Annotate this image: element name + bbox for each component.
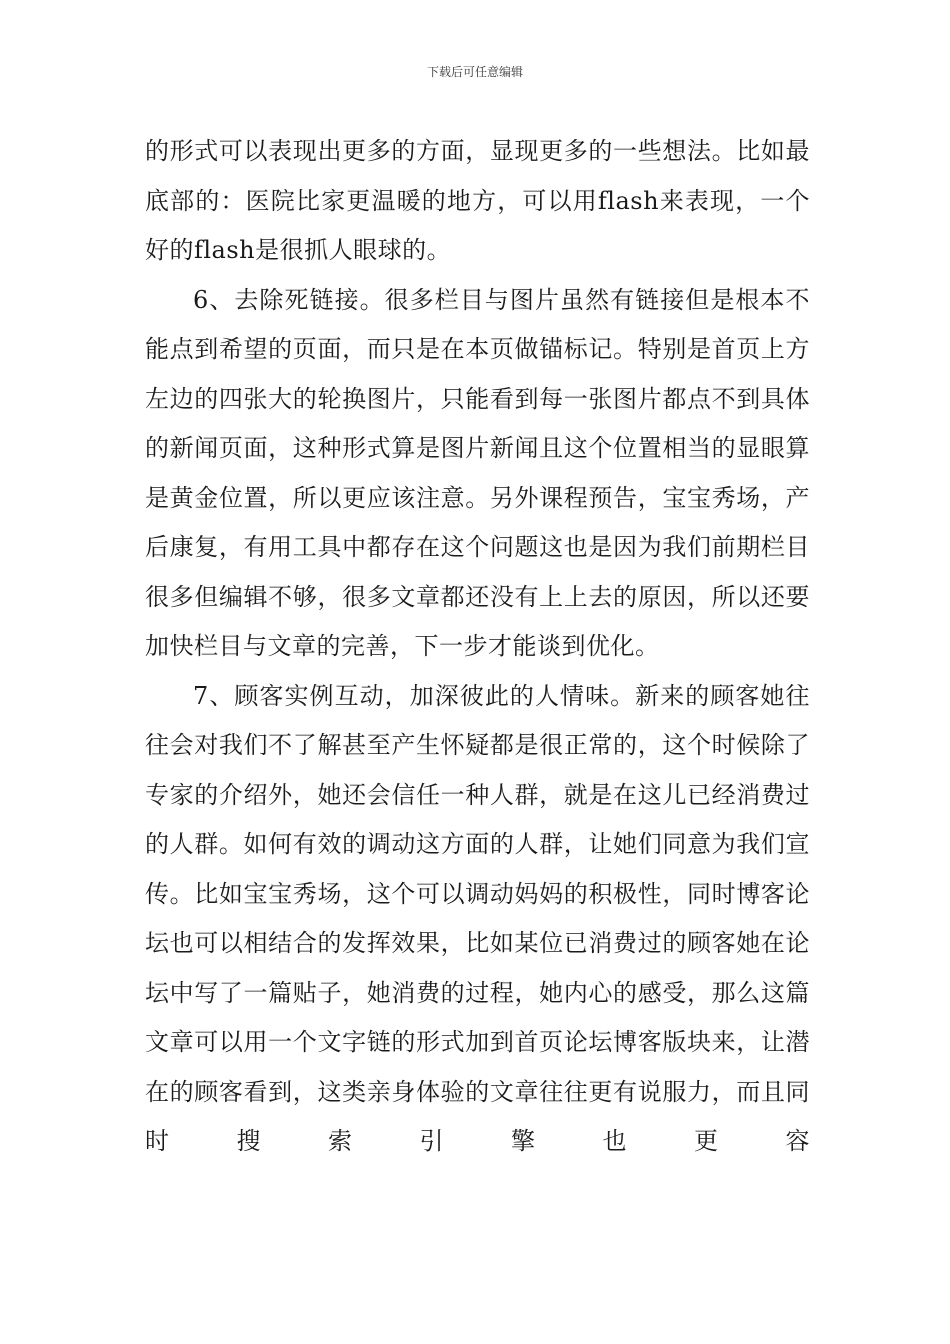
- paragraph-continuation: 的形式可以表现出更多的方面，显现更多的一些想法。比如最底部的：医院比家更温暖的地方，可以用flash来表现，一个好的flash是很抓人眼球的。: [145, 137, 810, 264]
- document-body: [145, 127, 810, 1167]
- paragraph-item-7: 7、顾客实例互动，加深彼此的人情味。新来的顾客她往往会对我们不了解甚至产生怀疑都是很正常的，这个时候除了专家的介绍外，她还会信任一种人群，就是在这儿已经消费过的人群。如何有效的调动这方面的人群，让她们同意为我们宣传。比如宝宝秀场，这个可以调动妈妈的积极性，同时博客论坛也可以相结合的发挥效果，比如某位已消费过的顾客她在论坛中写了一篇贴子，她消费的过程，她内心的感受，那么这篇文章可以用一个文字链的形式加到首页论坛博客版块来，让潜在的顾客看到，这类亲身体验的文章往往更有说服力，而且同时搜索引擎也更容: [145, 681, 810, 1155]
- paragraph-item-6: 6、去除死链接。很多栏目与图片虽然有链接但是根本不能点到希望的页面，而只是在本页做锚标记。特别是首页上方左边的四张大的轮换图片，只能看到每一张图片都点不到具体的新闻页面，这种形式算是图片新闻且这个位置相当的显眼算是黄金位置，所以更应该注意。另外课程预告，宝宝秀场，产后康复，有用工具中都存在这个问题这也是因为我们前期栏目很多但编辑不够，很多文章都还没有上上去的原因，所以还要加快栏目与文章的完善，下一步才能谈到优化。: [145, 285, 810, 660]
- page-header: 下载后可任意编辑: [426, 65, 523, 79]
